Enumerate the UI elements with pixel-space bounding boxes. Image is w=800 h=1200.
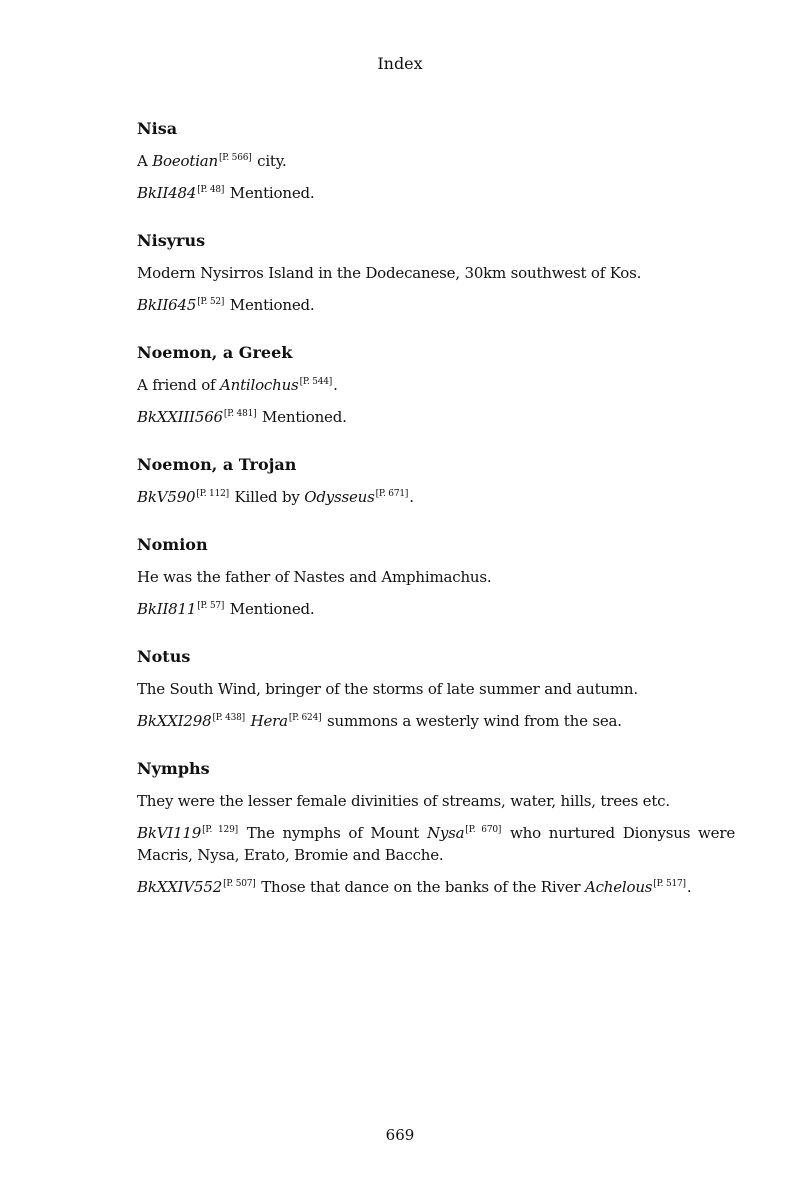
index-entry-nomion	[137, 534, 735, 620]
page-reference: [P. 507]	[223, 879, 256, 889]
book-citation: BkII484[P. 48] Mentioned.	[137, 184, 315, 202]
entry-description: Modern Nysirros Island in the Dodecanese, 30km southwest of Kos.	[137, 264, 642, 282]
index-entry-nymphs	[137, 758, 735, 898]
book-citation: BkXXIII566[P. 481] Mentioned.	[137, 408, 347, 426]
entry-title: Nisyrus	[137, 231, 206, 250]
entry-title: Noemon, a Trojan	[137, 455, 297, 474]
entry-description: He was the father of Nastes and Amphimachus.	[137, 568, 492, 586]
entry-description: A friend of Antilochus[P. 544].	[137, 376, 338, 394]
page-reference: [P. 48]	[197, 185, 225, 195]
entry-title: Nymphs	[137, 759, 210, 778]
index-entry-nisyrus	[137, 230, 735, 316]
page-reference: [P. 57]	[197, 601, 225, 611]
book-line-link[interactable]: BkXXIII566	[137, 408, 223, 426]
cross-reference-link[interactable]: Antilochus	[219, 376, 299, 394]
page-reference: [P. 671]	[375, 489, 409, 499]
book-line-link[interactable]: BkII645	[137, 296, 197, 314]
cross-reference-link[interactable]: Nysa	[426, 824, 465, 842]
book-line-link[interactable]: BkXXIV552	[137, 878, 223, 896]
page-reference: [P. 438]	[212, 713, 245, 723]
page-reference: [P. 52]	[197, 297, 225, 307]
index-entry-notus	[137, 646, 735, 732]
entry-title: Nomion	[137, 535, 208, 554]
book-line-link[interactable]: BkVI119	[137, 824, 202, 842]
index-entry-nisa	[137, 118, 735, 204]
cross-reference-link[interactable]: Achelous	[584, 878, 653, 896]
entry-title: Notus	[137, 647, 191, 666]
entry-description: They were the lesser female divinities of streams, water, hills, trees etc.	[137, 792, 670, 810]
entry-title: Nisa	[137, 119, 178, 138]
page-reference: [P. 670]	[465, 825, 502, 835]
book-citation: BkII645[P. 52] Mentioned.	[137, 296, 315, 314]
page-reference: [P. 112]	[196, 489, 229, 499]
page-reference: [P. 517]	[653, 879, 686, 889]
index-entry-noemon-greek	[137, 342, 735, 428]
book-line-link[interactable]: BkII811	[137, 600, 197, 618]
page-reference: [P. 129]	[202, 825, 238, 835]
cross-reference-link[interactable]: Boeotian	[152, 152, 218, 170]
book-line-link[interactable]: BkV590	[137, 488, 196, 506]
page-reference: [P. 544]	[299, 377, 333, 387]
index-entry-noemon-trojan	[137, 454, 735, 508]
book-line-link[interactable]: BkXXI298	[137, 712, 212, 730]
index-content	[137, 118, 735, 924]
page-number: 669	[385, 1126, 415, 1144]
book-citation: BkXXIV552[P. 507] Those that dance on the banks of the River Achelous[P. 517].	[137, 878, 692, 896]
running-header: Index	[377, 54, 423, 73]
entry-description: The South Wind, bringer of the storms of late summer and autumn.	[137, 680, 638, 698]
book-line-link[interactable]: BkII484	[137, 184, 197, 202]
cross-reference-link[interactable]: Hera	[250, 712, 288, 730]
page-reference: [P. 624]	[288, 713, 322, 723]
page-reference: [P. 566]	[219, 153, 252, 163]
book-citation: BkV590[P. 112] Killed by Odysseus[P. 671].	[137, 488, 414, 506]
book-citation: BkXXI298[P. 438] Hera[P. 624] summons a westerly wind from the sea.	[137, 712, 622, 730]
page-reference: [P. 481]	[223, 409, 257, 419]
book-citation: BkII811[P. 57] Mentioned.	[137, 600, 315, 618]
entry-title: Noemon, a Greek	[137, 343, 293, 362]
entry-description: A Boeotian[P. 566] city.	[137, 152, 287, 170]
book-citation: BkVI119[P. 129] The nymphs of Mount Nysa[P. 670] who nurtured Dionysus were Macris, Nysa, Erato, Bromie and Bacche.	[137, 824, 735, 864]
cross-reference-link[interactable]: Odysseus	[304, 488, 375, 506]
